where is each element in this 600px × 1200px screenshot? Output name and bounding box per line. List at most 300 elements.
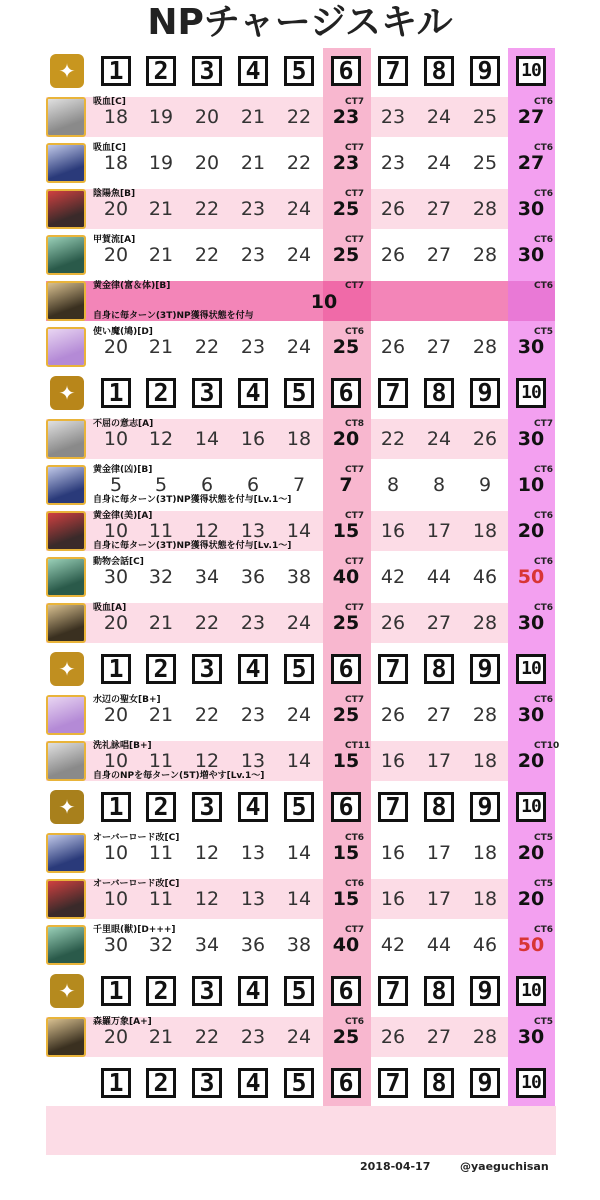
value-level-5: 22 bbox=[286, 106, 312, 128]
value-level-10: 30 bbox=[517, 428, 545, 450]
value-level-4: 23 bbox=[240, 704, 266, 726]
value-level-2: 21 bbox=[148, 198, 174, 220]
value-level-2: 19 bbox=[148, 106, 174, 128]
page-title: NPチャージスキル bbox=[147, 2, 453, 43]
value-level-3: 22 bbox=[194, 244, 220, 266]
value-level-1: 10 bbox=[103, 888, 129, 910]
value-level-5: 7 bbox=[292, 474, 306, 496]
value-level-8: 17 bbox=[426, 520, 452, 542]
value-level-3: 22 bbox=[194, 704, 220, 726]
value-level-9: 18 bbox=[472, 842, 498, 864]
ct-label-level-10: CT6 bbox=[534, 235, 554, 245]
value-level-7: 22 bbox=[380, 428, 406, 450]
value-level-7: 23 bbox=[380, 152, 406, 174]
level-header-8: 8 bbox=[424, 792, 454, 822]
value-level-7: 26 bbox=[380, 1026, 406, 1048]
level-header-5: 5 bbox=[284, 792, 314, 822]
ct-label-level-10: CT6 bbox=[534, 97, 554, 107]
value-level-2: 11 bbox=[148, 888, 174, 910]
value-level-2: 21 bbox=[148, 336, 174, 358]
level-header-4: 4 bbox=[238, 976, 268, 1006]
value-level-9: 9 bbox=[478, 474, 492, 496]
level-header-9: 9 bbox=[470, 1068, 500, 1098]
value-level-5: 14 bbox=[286, 842, 312, 864]
footer-author: @yaeguchisan bbox=[460, 1160, 549, 1173]
value-level-4: 13 bbox=[240, 842, 266, 864]
level-header-9: 9 bbox=[470, 378, 500, 408]
value-level-7: 26 bbox=[380, 198, 406, 220]
ct-label-level-10: CT6 bbox=[534, 511, 554, 521]
value-level-10: 50 bbox=[517, 566, 545, 588]
level-header-6: 6 bbox=[331, 654, 361, 684]
value-level-1: 10 bbox=[103, 428, 129, 450]
value-level-5: 14 bbox=[286, 520, 312, 542]
value-level-9: 28 bbox=[472, 1026, 498, 1048]
value-level-7: 42 bbox=[380, 934, 406, 956]
value-level-5: 18 bbox=[286, 428, 312, 450]
servant-portrait bbox=[46, 511, 86, 551]
servant-portrait bbox=[46, 741, 86, 781]
level-header-2: 2 bbox=[146, 56, 176, 86]
value-level-9: 18 bbox=[472, 888, 498, 910]
value-level-2: 5 bbox=[154, 474, 168, 496]
value-level-6: 25 bbox=[332, 1026, 360, 1048]
value-level-2: 11 bbox=[148, 750, 174, 772]
level-header-3: 3 bbox=[192, 378, 222, 408]
value-level-1: 20 bbox=[103, 244, 129, 266]
value-level-10: 30 bbox=[517, 1026, 545, 1048]
skill-name: 不屈の意志[A] bbox=[93, 419, 154, 429]
value-level-7: 26 bbox=[380, 336, 406, 358]
value-level-10: 10 bbox=[517, 474, 545, 496]
value-level-8: 44 bbox=[426, 566, 452, 588]
value-level-4: 23 bbox=[240, 244, 266, 266]
skill-name: 動物会話[C] bbox=[93, 557, 144, 567]
value-level-3: 12 bbox=[194, 842, 220, 864]
value-level-1: 18 bbox=[103, 106, 129, 128]
value-level-7: 26 bbox=[380, 612, 406, 634]
level-header-3: 3 bbox=[192, 56, 222, 86]
value-level-1: 30 bbox=[103, 934, 129, 956]
ct-label-level-10: CT6 bbox=[534, 925, 554, 935]
gold-class-icon: ✦ bbox=[50, 652, 84, 686]
value-level-5: 14 bbox=[286, 888, 312, 910]
value-level-1: 10 bbox=[103, 842, 129, 864]
value-level-8: 27 bbox=[426, 244, 452, 266]
value-level-2: 21 bbox=[148, 1026, 174, 1048]
value-level-4: 13 bbox=[240, 520, 266, 542]
skill-name: 吸血[C] bbox=[93, 143, 126, 153]
value-level-8: 24 bbox=[426, 106, 452, 128]
value-level-9: 26 bbox=[472, 428, 498, 450]
servant-portrait bbox=[46, 1017, 86, 1057]
value-level-6: 15 bbox=[332, 888, 360, 910]
ct-label-level-10: CT6 bbox=[534, 603, 554, 613]
value-level-9: 46 bbox=[472, 566, 498, 588]
value-level-5: 24 bbox=[286, 336, 312, 358]
skill-name: 吸血[A] bbox=[93, 603, 127, 613]
level-header-10: 10 bbox=[516, 792, 546, 822]
ct-label-level-6: CT7 bbox=[345, 925, 365, 935]
level-header-2: 2 bbox=[146, 1068, 176, 1098]
level-header-4: 4 bbox=[238, 1068, 268, 1098]
skill-name: 森羅万象[A+] bbox=[93, 1017, 152, 1027]
level-header-2: 2 bbox=[146, 792, 176, 822]
ct-label-level-10: CT5 bbox=[534, 833, 554, 843]
ct-label-level-10: CT5 bbox=[534, 879, 554, 889]
level-header-1: 1 bbox=[101, 976, 131, 1006]
level-header-2: 2 bbox=[146, 378, 176, 408]
value-level-8: 27 bbox=[426, 1026, 452, 1048]
servant-portrait bbox=[46, 143, 86, 183]
value-level-1: 5 bbox=[109, 474, 123, 496]
value-level-9: 28 bbox=[472, 244, 498, 266]
value-level-3: 22 bbox=[194, 612, 220, 634]
value-level-4: 13 bbox=[240, 750, 266, 772]
value-level-4: 13 bbox=[240, 888, 266, 910]
value-level-8: 24 bbox=[426, 428, 452, 450]
value-level-5: 24 bbox=[286, 244, 312, 266]
ct-label-level-6: CT7 bbox=[345, 511, 365, 521]
value-level-9: 18 bbox=[472, 750, 498, 772]
level-header-1: 1 bbox=[101, 378, 131, 408]
value-level-6: 25 bbox=[332, 336, 360, 358]
ct-label-level-6: CT7 bbox=[345, 695, 365, 705]
skill-note: 自身に毎ターン(3T)NP獲得状態を付与 bbox=[93, 311, 254, 321]
value-level-10: 20 bbox=[517, 750, 545, 772]
value-level-8: 8 bbox=[432, 474, 446, 496]
ct-label-level-6: CT6 bbox=[345, 879, 365, 889]
value-level-6: 40 bbox=[332, 566, 360, 588]
value-level-10: 20 bbox=[517, 842, 545, 864]
level-header-7: 7 bbox=[378, 976, 408, 1006]
value-level-8: 17 bbox=[426, 888, 452, 910]
value-level-10: 20 bbox=[517, 520, 545, 542]
value-level-1: 20 bbox=[103, 1026, 129, 1048]
level-header-1: 1 bbox=[101, 56, 131, 86]
value-level-10: 30 bbox=[517, 336, 545, 358]
value-level-10: 30 bbox=[517, 612, 545, 634]
value-level-5: 22 bbox=[286, 152, 312, 174]
value-level-3: 12 bbox=[194, 888, 220, 910]
value-level-7: 16 bbox=[380, 842, 406, 864]
ct-label-level-10: CT7 bbox=[534, 419, 554, 429]
servant-portrait bbox=[46, 327, 86, 367]
servant-portrait bbox=[46, 419, 86, 459]
value-level-1: 20 bbox=[103, 704, 129, 726]
level-header-6: 6 bbox=[331, 1068, 361, 1098]
value-level-6: 25 bbox=[332, 244, 360, 266]
skill-note: 自身のNPを毎ターン(5T)増やす[Lv.1〜] bbox=[93, 771, 265, 781]
ct-label-level-6: CT7 bbox=[345, 603, 365, 613]
level-header-6: 6 bbox=[331, 378, 361, 408]
value-level-2: 19 bbox=[148, 152, 174, 174]
ct-label-level-6: CT7 bbox=[345, 189, 365, 199]
skill-note: 自身に毎ターン(3T)NP獲得状態を付与[Lv.1〜] bbox=[93, 541, 292, 551]
level-header-5: 5 bbox=[284, 976, 314, 1006]
value-level-2: 21 bbox=[148, 244, 174, 266]
value-level-6: 23 bbox=[332, 152, 360, 174]
level-header-10: 10 bbox=[516, 1068, 546, 1098]
value-level-4: 23 bbox=[240, 198, 266, 220]
value-level-10: 30 bbox=[517, 244, 545, 266]
value-level-2: 11 bbox=[148, 842, 174, 864]
value-level-7: 16 bbox=[380, 888, 406, 910]
table-row-mid bbox=[371, 281, 508, 321]
level-header-6: 6 bbox=[331, 976, 361, 1006]
value-level-5: 14 bbox=[286, 750, 312, 772]
value-level-6: 15 bbox=[332, 520, 360, 542]
gold-class-icon: ✦ bbox=[50, 54, 84, 88]
value-level-6: 7 bbox=[339, 474, 353, 496]
skill-name: 使い魔(鳩)[D] bbox=[93, 327, 153, 337]
level-header-3: 3 bbox=[192, 792, 222, 822]
level-header-3: 3 bbox=[192, 654, 222, 684]
value-level-2: 11 bbox=[148, 520, 174, 542]
value-level-6: 15 bbox=[332, 842, 360, 864]
level-header-7: 7 bbox=[378, 654, 408, 684]
servant-portrait bbox=[46, 557, 86, 597]
servant-portrait bbox=[46, 189, 86, 229]
level-header-5: 5 bbox=[284, 1068, 314, 1098]
value-level-10: 30 bbox=[517, 198, 545, 220]
skill-name: 黄金律(凶)[B] bbox=[93, 465, 153, 475]
level-header-7: 7 bbox=[378, 56, 408, 86]
value-level-9: 28 bbox=[472, 198, 498, 220]
servant-portrait bbox=[46, 603, 86, 643]
level-header-3: 3 bbox=[192, 1068, 222, 1098]
level-header-8: 8 bbox=[424, 56, 454, 86]
ct-label-level-6: CT11 bbox=[345, 741, 371, 751]
value-level-9: 28 bbox=[472, 612, 498, 634]
gold-class-icon: ✦ bbox=[50, 974, 84, 1008]
level-header-5: 5 bbox=[284, 378, 314, 408]
level-header-8: 8 bbox=[424, 378, 454, 408]
value-level-8: 27 bbox=[426, 198, 452, 220]
level-header-7: 7 bbox=[378, 792, 408, 822]
ct-label-level-10: CT6 bbox=[534, 465, 554, 475]
skill-name: 甲賀流[A] bbox=[93, 235, 136, 245]
skill-name: 黄金律(富＆体)[B] bbox=[93, 281, 171, 291]
value-level-9: 25 bbox=[472, 152, 498, 174]
gold-class-icon: ✦ bbox=[50, 790, 84, 824]
servant-portrait bbox=[46, 465, 86, 505]
value-level-3: 34 bbox=[194, 934, 220, 956]
footer-date: 2018-04-17 bbox=[360, 1160, 431, 1173]
value-level-2: 32 bbox=[148, 566, 174, 588]
servant-portrait bbox=[46, 925, 86, 965]
level-header-2: 2 bbox=[146, 976, 176, 1006]
servant-portrait bbox=[46, 97, 86, 137]
value-level-9: 18 bbox=[472, 520, 498, 542]
single-value: 10 bbox=[310, 291, 338, 313]
value-level-3: 22 bbox=[194, 1026, 220, 1048]
value-level-8: 27 bbox=[426, 612, 452, 634]
value-level-6: 25 bbox=[332, 198, 360, 220]
skill-name: 洗礼詠唱[B+] bbox=[93, 741, 152, 751]
value-level-4: 21 bbox=[240, 152, 266, 174]
level-header-10: 10 bbox=[516, 378, 546, 408]
servant-portrait bbox=[46, 879, 86, 919]
value-level-6: 25 bbox=[332, 612, 360, 634]
ct-label-level-6: CT7 bbox=[345, 143, 365, 153]
level-header-7: 7 bbox=[378, 1068, 408, 1098]
level-header-1: 1 bbox=[101, 1068, 131, 1098]
value-level-3: 20 bbox=[194, 106, 220, 128]
value-level-8: 17 bbox=[426, 750, 452, 772]
value-level-7: 23 bbox=[380, 106, 406, 128]
level-header-7: 7 bbox=[378, 378, 408, 408]
ct-label-level-6: CT7 bbox=[345, 465, 365, 475]
level-header-9: 9 bbox=[470, 654, 500, 684]
skill-name: 黄金律(美)[A] bbox=[93, 511, 153, 521]
level-header-9: 9 bbox=[470, 792, 500, 822]
value-level-5: 24 bbox=[286, 198, 312, 220]
value-level-3: 22 bbox=[194, 198, 220, 220]
level-header-6: 6 bbox=[331, 56, 361, 86]
level-header-5: 5 bbox=[284, 56, 314, 86]
value-level-4: 21 bbox=[240, 106, 266, 128]
level-header-4: 4 bbox=[238, 56, 268, 86]
value-level-4: 36 bbox=[240, 566, 266, 588]
servant-portrait bbox=[46, 833, 86, 873]
value-level-7: 42 bbox=[380, 566, 406, 588]
value-level-3: 12 bbox=[194, 520, 220, 542]
level-header-2: 2 bbox=[146, 654, 176, 684]
value-level-8: 24 bbox=[426, 152, 452, 174]
level-header-3: 3 bbox=[192, 976, 222, 1006]
value-level-5: 24 bbox=[286, 612, 312, 634]
value-level-2: 32 bbox=[148, 934, 174, 956]
level-header-8: 8 bbox=[424, 976, 454, 1006]
level-header-4: 4 bbox=[238, 654, 268, 684]
value-level-10: 27 bbox=[517, 152, 545, 174]
value-level-7: 16 bbox=[380, 520, 406, 542]
value-level-1: 20 bbox=[103, 336, 129, 358]
level-header-1: 1 bbox=[101, 654, 131, 684]
value-level-2: 21 bbox=[148, 704, 174, 726]
ct-label-level-6: CT7 bbox=[345, 97, 365, 107]
value-level-1: 30 bbox=[103, 566, 129, 588]
value-level-7: 26 bbox=[380, 244, 406, 266]
level-header-10: 10 bbox=[516, 976, 546, 1006]
ct-label-level-10: CT6 bbox=[534, 143, 554, 153]
ct-label-level-6: CT7 bbox=[345, 281, 365, 291]
value-level-8: 27 bbox=[426, 704, 452, 726]
value-level-6: 25 bbox=[332, 704, 360, 726]
value-level-10: 30 bbox=[517, 704, 545, 726]
value-level-3: 6 bbox=[200, 474, 214, 496]
ct-label-level-6: CT6 bbox=[345, 327, 365, 337]
value-level-8: 27 bbox=[426, 336, 452, 358]
value-level-6: 15 bbox=[332, 750, 360, 772]
level-header-9: 9 bbox=[470, 976, 500, 1006]
value-level-4: 23 bbox=[240, 336, 266, 358]
ct-label-level-6: CT7 bbox=[345, 235, 365, 245]
value-level-4: 16 bbox=[240, 428, 266, 450]
level-header-9: 9 bbox=[470, 56, 500, 86]
level-header-4: 4 bbox=[238, 378, 268, 408]
value-level-4: 23 bbox=[240, 1026, 266, 1048]
value-level-5: 24 bbox=[286, 1026, 312, 1048]
value-level-6: 20 bbox=[332, 428, 360, 450]
value-level-5: 38 bbox=[286, 566, 312, 588]
value-level-3: 14 bbox=[194, 428, 220, 450]
value-level-5: 24 bbox=[286, 704, 312, 726]
value-level-1: 18 bbox=[103, 152, 129, 174]
bottom-filler bbox=[46, 1106, 556, 1155]
value-level-1: 10 bbox=[103, 520, 129, 542]
value-level-7: 26 bbox=[380, 704, 406, 726]
value-level-3: 12 bbox=[194, 750, 220, 772]
ct-label-level-10: CT6 bbox=[534, 189, 554, 199]
value-level-10: 50 bbox=[517, 934, 545, 956]
value-level-6: 23 bbox=[332, 106, 360, 128]
level-header-10: 10 bbox=[516, 56, 546, 86]
value-level-8: 17 bbox=[426, 842, 452, 864]
value-level-10: 20 bbox=[517, 888, 545, 910]
value-level-9: 46 bbox=[472, 934, 498, 956]
value-level-9: 28 bbox=[472, 704, 498, 726]
level-header-1: 1 bbox=[101, 792, 131, 822]
value-level-7: 16 bbox=[380, 750, 406, 772]
ct-label-level-10: CT6 bbox=[534, 695, 554, 705]
value-level-3: 22 bbox=[194, 336, 220, 358]
ct-label-level-10: CT6 bbox=[534, 557, 554, 567]
value-level-9: 25 bbox=[472, 106, 498, 128]
value-level-2: 12 bbox=[148, 428, 174, 450]
value-level-1: 20 bbox=[103, 198, 129, 220]
level-header-4: 4 bbox=[238, 792, 268, 822]
ct-label-level-6: CT6 bbox=[345, 1017, 365, 1027]
value-level-6: 40 bbox=[332, 934, 360, 956]
gold-class-icon: ✦ bbox=[50, 376, 84, 410]
level-header-6: 6 bbox=[331, 792, 361, 822]
skill-name: 陰陽魚[B] bbox=[93, 189, 136, 199]
ct-label-level-6: CT8 bbox=[345, 419, 365, 429]
ct-label-level-6: CT6 bbox=[345, 833, 365, 843]
value-level-3: 34 bbox=[194, 566, 220, 588]
value-level-9: 28 bbox=[472, 336, 498, 358]
ct-label-level-10: CT6 bbox=[534, 281, 554, 291]
ct-label-level-10: CT10 bbox=[534, 741, 560, 751]
servant-portrait bbox=[46, 281, 86, 321]
value-level-7: 8 bbox=[386, 474, 400, 496]
value-level-1: 10 bbox=[103, 750, 129, 772]
skill-name: オーバーロード改[C] bbox=[93, 879, 180, 889]
value-level-5: 38 bbox=[286, 934, 312, 956]
value-level-4: 36 bbox=[240, 934, 266, 956]
servant-portrait bbox=[46, 695, 86, 735]
skill-note: 自身に毎ターン(3T)NP獲得状態を付与[Lv.1〜] bbox=[93, 495, 292, 505]
skill-name: オーバーロード改[C] bbox=[93, 833, 180, 843]
ct-label-level-10: CT5 bbox=[534, 1017, 554, 1027]
level-header-10: 10 bbox=[516, 654, 546, 684]
value-level-2: 21 bbox=[148, 612, 174, 634]
level-header-8: 8 bbox=[424, 1068, 454, 1098]
value-level-3: 20 bbox=[194, 152, 220, 174]
skill-name: 吸血[C] bbox=[93, 97, 126, 107]
skill-name: 千里眼(獣)[D+++] bbox=[93, 925, 176, 935]
skill-name: 水辺の聖女[B+] bbox=[93, 695, 161, 705]
value-level-8: 44 bbox=[426, 934, 452, 956]
value-level-4: 6 bbox=[246, 474, 260, 496]
level-header-5: 5 bbox=[284, 654, 314, 684]
ct-label-level-10: CT5 bbox=[534, 327, 554, 337]
ct-label-level-6: CT7 bbox=[345, 557, 365, 567]
value-level-1: 20 bbox=[103, 612, 129, 634]
value-level-10: 27 bbox=[517, 106, 545, 128]
